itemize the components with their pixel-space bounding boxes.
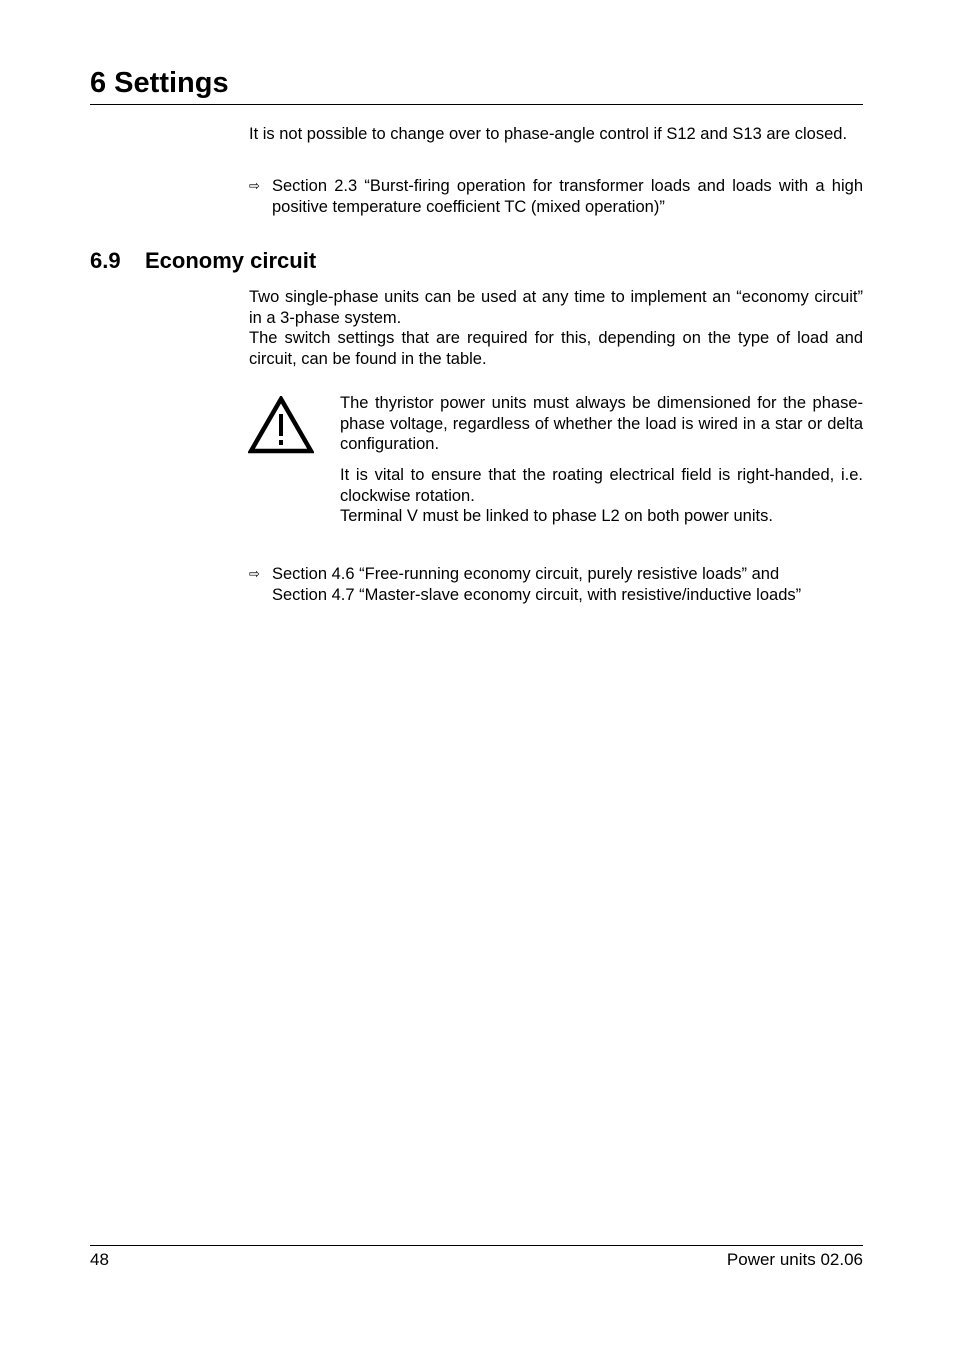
intro-paragraph: It is not possible to change over to phase-angle control if S12 and S13 are closed.	[249, 125, 848, 143]
cross-reference-list	[272, 564, 863, 605]
warning-paragraph-1-block	[340, 393, 863, 455]
warning-paragraph-1: The thyristor power units must always be dimensioned for the phase-phase voltage, regardless of whether the load is wired in a star or delta configuration.	[340, 394, 863, 453]
arrow-right-icon: ⇨	[249, 178, 260, 193]
warning-paragraph-3: Terminal V must be linked to phase L2 on both power units.	[340, 507, 773, 525]
section-paragraph-1: Two single-phase units can be used at any time to implement an “economy circuit” in a 3-phase system.	[249, 288, 863, 327]
intro-cross-reference	[249, 176, 863, 217]
chapter-title: 6 Settings	[90, 67, 229, 99]
intro-paragraph-block	[249, 124, 863, 145]
section-number: 6.9	[90, 248, 121, 273]
cross-reference-text: Section 2.3 “Burst-firing operation for transformer loads and loads with a high positive temperature coefficient TC (mixed operation)”	[272, 177, 863, 216]
section-heading	[90, 247, 316, 275]
section-title: Economy circuit	[145, 248, 317, 273]
arrow-right-icon: ⇨	[249, 566, 260, 581]
header-divider	[90, 104, 863, 105]
document-title: Power units 02.06	[726, 1250, 863, 1269]
section-cross-references	[249, 564, 863, 605]
section-paragraph-2: The switch settings that are required for this, depending on the type of load and circuit, can be found in the table.	[249, 329, 863, 368]
section-body	[249, 287, 863, 369]
warning-paragraph-2: It is vital to ensure that the roating electrical field is right-handed, i.e. clockwise rotation.	[340, 466, 863, 505]
page-number: 48	[90, 1250, 109, 1269]
footer-divider	[90, 1245, 863, 1246]
cross-reference-item: Section 4.7 “Master-slave economy circuit, with resistive/inductive loads”	[272, 585, 802, 604]
warning-triangle-icon	[248, 396, 314, 454]
cross-reference-item: Section 4.6 “Free-running economy circuit, purely resistive loads” and	[272, 565, 780, 583]
warning-paragraph-2-block	[340, 465, 863, 527]
